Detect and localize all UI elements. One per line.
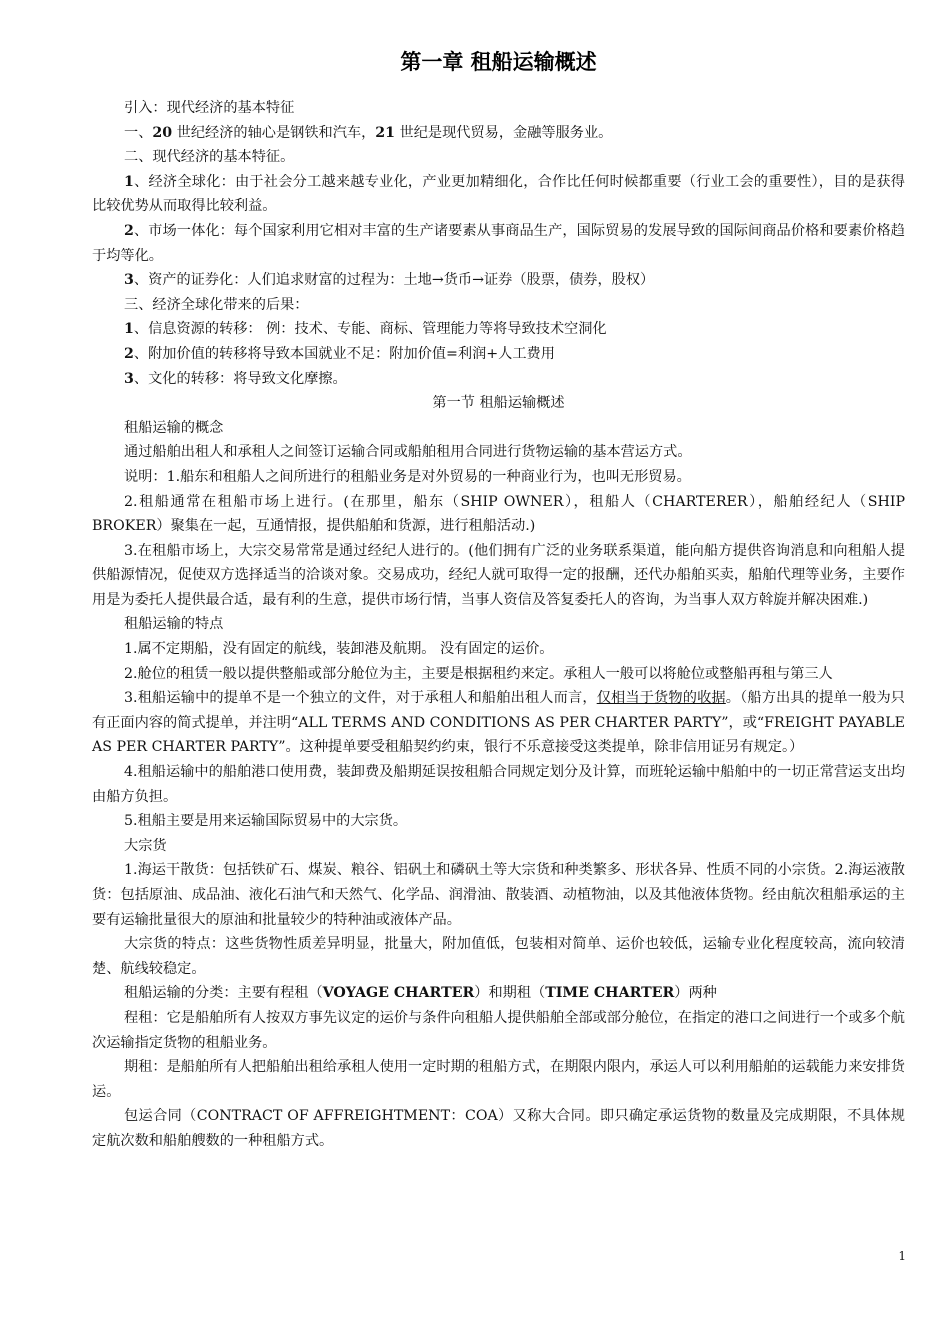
- text-segment: ）和期租（: [474, 985, 546, 1002]
- paragraph-p27: [92, 1006, 905, 1055]
- paragraph-p15: [92, 490, 905, 539]
- text-segment: 大宗货: [124, 837, 167, 854]
- text-segment: 仅相当于货物的收据: [596, 690, 726, 707]
- text-segment: VOYAGE CHARTER: [322, 985, 475, 1002]
- text-segment: 世纪是现代贸易，金融等服务业。: [395, 124, 613, 141]
- paragraph-p21: [92, 760, 905, 809]
- paragraph-p14: [92, 465, 905, 490]
- text-segment: 1: [124, 173, 134, 190]
- paragraph-p26: [92, 981, 905, 1006]
- text-segment: TIME CHARTER: [545, 985, 675, 1002]
- text-segment: 1.海运干散货：包括铁矿石、煤炭、粮谷、铝矾土和磷矾土等大宗货和种类繁多、形状各异、性质不同的小宗货。2.海运液散货：包括原油、成品油、液化石油气和天然气、化学品、润滑油、散装酒、动植物油，以及其他液体货物。经由航次租船承运的主要有运输批量很大的原油和批量较少的特种油或液体产品。: [92, 862, 905, 928]
- paragraph-p3: [92, 145, 905, 170]
- text-segment: 说明：1.船东和租船人之间所进行的租船业务是对外贸易的一种商业行为，也叫无形贸易。: [124, 468, 691, 485]
- text-segment: 租船运输的特点: [124, 616, 224, 633]
- text-segment: 2: [124, 222, 134, 239]
- paragraph-p28: [92, 1055, 905, 1104]
- text-segment: 三、经济全球化带来的后果：: [124, 296, 309, 313]
- text-segment: 租船运输的概念: [124, 419, 224, 436]
- text-segment: 4.租船运输中的船舶港口使用费，装卸费及船期延误按租船合同规定划分及计算，而班轮运输中船舶中的一切正常营运支出均由船方负担。: [92, 764, 905, 805]
- text-segment: 、信息资源的转移： 例：技术、专能、商标、管理能力等将导致技术空洞化: [133, 321, 607, 338]
- paragraph-p9: [92, 342, 905, 367]
- page-number: 1: [898, 1249, 906, 1263]
- text-segment: 第一节 租船运输概述: [432, 395, 565, 412]
- paragraph-p19: [92, 662, 905, 687]
- text-segment: 3.在租船市场上，大宗交易常常是通过经纪人进行的。(他们拥有广泛的业务联系渠道，能向船方提供咨询消息和向租船人提供船源情况，促使双方选择适当的洽谈对象。交易成功，经纪人就可取得一定的报酬，还代办船舶买卖，船舶代理等业务，主要作用是为委托人提供最合适，最有利的生意，提供市场行情，当事人资信及答复委托人的咨询，为当事人双方斡旋并解决困难.): [92, 542, 905, 608]
- paragraph-p8: [92, 317, 905, 342]
- paragraph-p25: [92, 932, 905, 981]
- paragraph-p17: [92, 612, 905, 637]
- text-segment: 、资产的证券化：人们追求财富的过程为：土地→货币→证券（股票，债券，股权）: [133, 272, 655, 289]
- text-segment: 1.属不定期船，没有固定的航线，装卸港及航期。 没有固定的运价。: [124, 641, 554, 658]
- paragraph-p18: [92, 637, 905, 662]
- paragraph-p12: [92, 416, 905, 441]
- paragraph-p2: [92, 121, 905, 146]
- text-segment: 、市场一体化：每个国家利用它相对丰富的生产诸要素从事商品生产，国际贸易的发展导致的国际间商品价格和要素价格趋于均等化。: [92, 222, 905, 264]
- paragraph-p29: [92, 1104, 905, 1153]
- text-segment: 一、: [124, 124, 153, 141]
- text-segment: 期租：是船舶所有人把船舶出租给承租人使用一定时期的租船方式，在期限内限内，承运人可以利用船舶的运载能力来安排货运。: [92, 1059, 905, 1100]
- paragraph-p16: [92, 539, 905, 613]
- paragraph-p23: [92, 834, 905, 859]
- text-segment: 。（船方出具的提单一般为只有正面内容的简式提单，并注明“ALL TERMS AND CONDITIONS AS PER CHARTER PARTY”，或“FREIGHT PAYABLE AS PER CHARTER PARTY”。这种提单要受租船契约约束，银行不乐意接受这类提单，除非信用证另有规定。）: [92, 690, 905, 756]
- paragraph-p10: [92, 367, 905, 392]
- paragraph-p22: [92, 809, 905, 834]
- text-segment: 3: [124, 370, 134, 387]
- text-segment: 2: [124, 345, 134, 362]
- paragraph-p24: [92, 858, 905, 932]
- text-segment: 1: [124, 321, 134, 338]
- paragraph-p4: [92, 170, 905, 219]
- text-segment: 包运合同（CONTRACT OF AFFREIGHTMENT：COA）又称大合同。即只确定承运货物的数量及完成期限，不具体规定航次数和船舶艘数的一种租船方式。: [92, 1108, 905, 1149]
- paragraph-p7: [92, 293, 905, 318]
- text-segment: 2.租船通常在租船市场上进行。(在那里，船东（SHIP OWNER），租船人（CHARTERER），船舶经纪人（SHIP BROKER）聚集在一起，互通情报，提供船舶和货源，进行租船活动.): [92, 493, 905, 535]
- text-segment: 程租：它是船舶所有人按双方事先议定的运价与条件向租船人提供船舶全部或部分舱位，在指定的港口之间进行一个或多个航次运输指定货物的租船业务。: [92, 1009, 905, 1051]
- paragraph-p1: [92, 96, 905, 121]
- text-segment: 21: [375, 124, 396, 141]
- paragraph-p5: [92, 219, 905, 268]
- text-segment: 2.舱位的租赁一般以提供整船或部分舱位为主，主要是根据租约来定。承租人一般可以将舱位或整船再租与第三人: [124, 665, 833, 682]
- text-segment: 、经济全球化：由于社会分工越来越专业化，产业更加精细化，合作比任何时候都重要（行业工会的重要性），目的是获得比较优势从而取得比较利益。: [92, 173, 905, 215]
- text-segment: 大宗货的特点：这些货物性质差异明显，批量大，附加值低，包装相对简单、运价也较低，运输专业化程度较高，流向较清楚、航线较稳定。: [92, 936, 905, 977]
- text-segment: ）两种: [674, 985, 717, 1002]
- text-segment: 引入：现代经济的基本特征: [124, 100, 295, 116]
- paragraph-p6: [92, 268, 905, 293]
- document-body: [92, 96, 905, 1154]
- text-segment: 5.租船主要是用来运输国际贸易中的大宗货。: [124, 813, 408, 830]
- text-segment: 20: [152, 124, 173, 141]
- paragraph-p13: [92, 440, 905, 465]
- text-segment: 二、现代经济的基本特征。: [124, 149, 295, 166]
- text-segment: 3: [124, 272, 134, 289]
- chapter-title: 第一章 租船运输概述: [400, 50, 597, 74]
- paragraph-p20: [92, 686, 905, 760]
- text-segment: 3.租船运输中的提单不是一个独立的文件，对于承租人和船舶出租人而言，: [124, 690, 597, 707]
- text-segment: 通过船舶出租人和承租人之间签订运输合同或船舶租用合同进行货物运输的基本营运方式。: [124, 444, 692, 461]
- text-segment: 世纪经济的轴心是钢铁和汽车，: [172, 124, 376, 141]
- paragraph-p11: [92, 391, 905, 416]
- text-segment: 、文化的转移：将导致文化摩擦。: [133, 370, 347, 387]
- text-segment: 租船运输的分类：主要有程租（: [124, 985, 323, 1002]
- text-segment: 、附加价值的转移将导致本国就业不足：附加价值=利润+人工费用: [133, 345, 555, 362]
